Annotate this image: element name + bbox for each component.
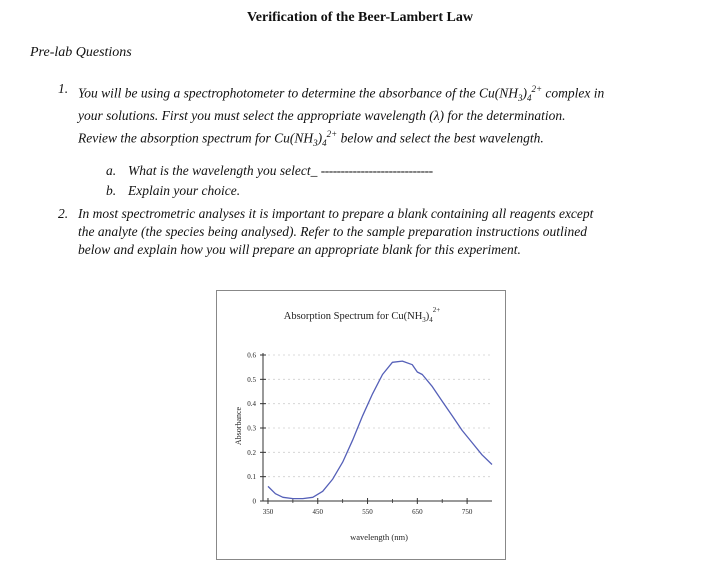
question-1a [106,162,433,180]
y-tick-label: 0.6 [247,351,256,360]
question-2-line-3: below and explain how you will prepare an appropriate blank for this experiment. [78,242,521,257]
question-2-line-2: the analyte (the species being analysed). Refer to the sample preparation instructions outlined [78,224,588,239]
question-1-line-3: Review the absorption spectrum for $Cu(NH_3)_4^{2+}$ below and select the best wavelength. [78,129,544,149]
y-tick-label: 0.3 [247,424,256,433]
y-tick-label: 0.4 [247,400,256,409]
answer-blank[interactable]: ---------------------------- [320,163,433,178]
question-1b [106,182,240,200]
y-axis-label: Absorbance [234,406,243,446]
y-tick-label: 0.1 [247,473,256,482]
absorption-spectrum-chart [216,290,506,560]
question-2-line-1: In most spectrometric analyses it is important to prepare a blank containing all reagents except [78,206,594,221]
x-axis-label: wavelength (nm) [350,532,408,542]
section-heading: Pre-lab Questions [30,45,132,60]
question-1-line-1: You will be using a spectrophotometer to determine the absorbance of the $Cu(NH_3)_4^{2+}$ complex in [78,84,605,104]
question-1b-text: Explain your choice. [128,183,241,198]
chart-svg [217,291,507,561]
question-2 [58,205,698,259]
question-1a-text: What is the wavelength you select_ [128,163,318,178]
question-1a-label: a. [106,163,117,178]
x-tick-label: 650 [412,508,423,516]
series-line [268,361,492,499]
chart-title: Absorption Spectrum for $Cu(NH_3)_4^{2+}$ [283,306,441,324]
question-1-number: 1. [58,81,69,96]
document-title: Verification of the Beer-Lambert Law [246,10,474,25]
y-tick-label: 0.2 [247,448,256,457]
x-tick-label: 750 [461,508,473,516]
x-tick-label: 450 [312,508,324,516]
y-tick-label: 0.5 [247,375,256,384]
question-1 [58,80,698,152]
question-2-number: 2. [58,206,69,221]
question-1b-label: b. [106,183,117,198]
y-tick-label: 0 [252,497,256,506]
x-tick-label: 350 [262,508,274,516]
question-1-line-2: your solutions. First you must select the appropriate wavelength (λ) for the determination. [78,108,566,124]
x-tick-label: 550 [362,508,373,516]
